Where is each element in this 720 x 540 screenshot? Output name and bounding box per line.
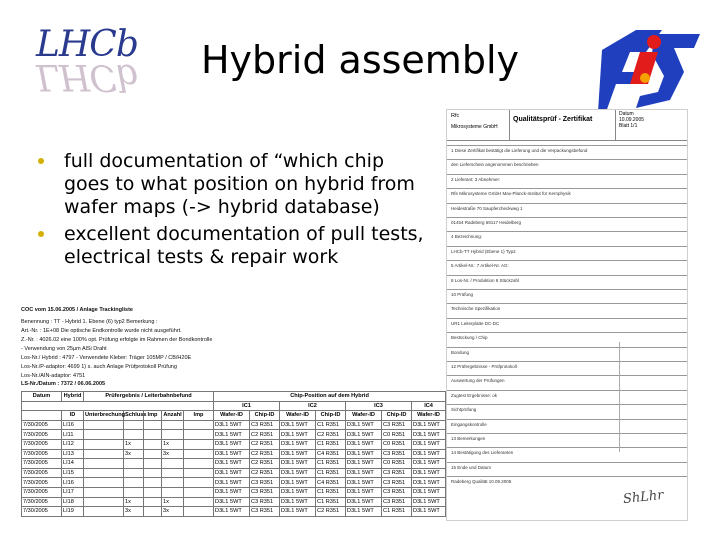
certificate-line: Radeberg Qualität 10.09.2005: [451, 479, 512, 485]
certificate-rule: [447, 447, 687, 448]
table-header-cell: IC1: [214, 401, 280, 411]
table-row: [22, 430, 446, 440]
table-cell: C2 R351: [250, 449, 280, 459]
table-cell: D3L1 5WT: [214, 439, 250, 449]
table-column-header: Chip-ID: [316, 411, 346, 421]
table-cell: D3L1 5WT: [280, 430, 316, 440]
table-cell: [144, 507, 162, 517]
tracking-table: [21, 391, 446, 517]
certificate-rule: [447, 217, 687, 218]
certificate-rule: [447, 375, 687, 376]
certificate-line: Heidestraße 70 Saupfercheckweg 1: [451, 205, 523, 211]
table-cell: D3L1 5WT: [214, 420, 250, 430]
table-cell: D3L1 5WT: [412, 439, 446, 449]
table-cell: [162, 468, 184, 478]
table-row: [22, 478, 446, 488]
certificate-rule: [447, 289, 687, 290]
table-cell: [184, 478, 214, 488]
table-cell: C3 R351: [250, 487, 280, 497]
table-cell: D3L1 5WT: [412, 497, 446, 507]
certificate-rule: [447, 246, 687, 247]
table-cell: [124, 478, 144, 488]
table-cell: [162, 487, 184, 497]
table-cell: [124, 459, 144, 469]
table-column-header: Chip-ID: [250, 411, 280, 421]
table-cell: C3 R351: [250, 507, 280, 517]
table-column-header: Chip-ID: [382, 411, 412, 421]
table-cell: D3L1 5WT: [214, 459, 250, 469]
table-cell: [184, 497, 214, 507]
table-cell: [84, 468, 124, 478]
certificate-rule: [447, 145, 687, 146]
table-cell: D3L1 5WT: [412, 468, 446, 478]
table-cell: D3L1 5WT: [214, 430, 250, 440]
table-cell: C3 R351: [382, 420, 412, 430]
table-cell: [184, 507, 214, 517]
table-cell: D3L1 5WT: [214, 468, 250, 478]
table-cell: D3L1 5WT: [346, 497, 382, 507]
table-cell: C4 R351: [316, 449, 346, 459]
cert-company-sub: Mikrosysteme GmbH: [451, 124, 498, 130]
certificate-line: 15 Ende und Datum: [451, 464, 492, 470]
table-cell: D3L1 5WT: [412, 487, 446, 497]
table-cell: C3 R351: [382, 487, 412, 497]
certificate-rule: [447, 303, 687, 304]
certificate-rule: [447, 462, 687, 463]
certificate-rule: [447, 318, 687, 319]
table-cell: C1 R351: [382, 507, 412, 517]
table-cell: C3 R351: [382, 449, 412, 459]
certificate-rule: [447, 260, 687, 261]
table-row: [22, 439, 446, 449]
table-cell: 1x: [162, 497, 184, 507]
table-cell: C2 R351: [250, 439, 280, 449]
table-cell: [162, 430, 184, 440]
table-cell: 1x: [124, 439, 144, 449]
table-cell: 7/30/2005: [22, 439, 62, 449]
table-cell: LI14: [62, 459, 84, 469]
table-cell: C3 R351: [382, 468, 412, 478]
table-cell: 7/30/2005: [22, 478, 62, 488]
table-cell: D3L1 5WT: [280, 507, 316, 517]
table-row: [22, 449, 446, 459]
table-cell: 7/30/2005: [22, 459, 62, 469]
table-cell: [144, 459, 162, 469]
certificate-line: 4 Bezeichnung:: [451, 234, 483, 240]
table-cell: 7/30/2005: [22, 430, 62, 440]
table-cell: LI13: [62, 449, 84, 459]
table-cell: [144, 468, 162, 478]
table-cell: C1 R351: [316, 487, 346, 497]
table-cell: [184, 459, 214, 469]
certificate-rule: [447, 347, 687, 348]
table-cell: D3L1 5WT: [346, 487, 382, 497]
table-column-header: Wafer-ID: [280, 411, 316, 421]
table-cell: [84, 439, 124, 449]
table-cell: C1 R351: [316, 459, 346, 469]
sheet-meta-line: Z.-Nr. : 4026.02 eine 100% opt. Prüfung erfolgte im Rahmen der Bondkontrolle: [21, 337, 213, 343]
table-cell: 7/30/2005: [22, 507, 62, 517]
table-header-cell: Hybrid: [62, 392, 84, 402]
table-cell: C1 R351: [316, 420, 346, 430]
certificate-line: Sichtprüfung: [451, 407, 477, 413]
table-cell: [84, 478, 124, 488]
certificate-line: 10 Prüfung: [451, 292, 474, 297]
certificate-rule: [447, 433, 687, 434]
table-cell: LI18: [62, 497, 84, 507]
certificate-line: LHCb-TT Hybrid (Ebene 1) Typ2: [451, 248, 516, 254]
cert-company: Rfc: [451, 113, 460, 119]
certificate-rule: [447, 231, 687, 232]
bullet-point: [38, 223, 424, 269]
table-cell: D3L1 5WT: [214, 497, 250, 507]
table-cell: C2 R351: [316, 430, 346, 440]
table-cell: C1 R351: [316, 497, 346, 507]
table-group-header-row: [22, 392, 446, 402]
table-cell: D3L1 5WT: [412, 430, 446, 440]
bullet-line: goes to what position on hybrid from: [64, 173, 415, 195]
table-cell: LI16: [62, 420, 84, 430]
table-cell: 7/30/2005: [22, 449, 62, 459]
table-cell: D3L1 5WT: [346, 430, 382, 440]
table-column-header: Unterbrechung: [85, 412, 126, 419]
certificate-line: 5 Artikel-Nr.: 7 Artikel-Nr. AG:: [451, 263, 509, 269]
table-cell: [184, 468, 214, 478]
sheet-meta-line: Art.-Nr. : 1E+08 Die optische Endkontrolle wurde nicht ausgeführt.: [21, 328, 182, 334]
certificate-line: 1 Diese Zertifikat bestätigt die Lieferung und die Verpackungsbefund: [451, 148, 588, 153]
certificate-rule: [447, 203, 687, 204]
table-cell: D3L1 5WT: [214, 478, 250, 488]
certificate-rule: [447, 476, 687, 477]
table-cell: [84, 430, 124, 440]
table-column-header: Wafer-ID: [214, 411, 250, 421]
tracking-list-sheet: [21, 307, 445, 530]
table-column-header: Wafer-ID: [412, 411, 446, 421]
table-cell: D3L1 5WT: [412, 420, 446, 430]
table-column-header: Anzahl: [163, 412, 182, 419]
lhcb-logo-reflection: LHCb: [36, 56, 138, 97]
table-cell: [84, 497, 124, 507]
table-cell: LI12: [62, 439, 84, 449]
table-cell: LI16: [62, 478, 84, 488]
quality-certificate-document: [447, 110, 687, 520]
sheet-meta-line: Los-Nr./AIN-adaptor: 4751: [21, 373, 86, 379]
table-cell: [144, 449, 162, 459]
table-cell: 7/30/2005: [22, 487, 62, 497]
sheet-meta-line: Los-Nr./ Hybrid : 4797 - Verwendete Kleber: Träger 105MP / CB/H20E: [21, 355, 192, 361]
table-cell: D3L1 5WT: [412, 478, 446, 488]
table-cell: [144, 478, 162, 488]
table-cell: [144, 430, 162, 440]
bullet-dot-icon: [38, 158, 44, 164]
table-cell: C1 R351: [316, 439, 346, 449]
table-column-header: [22, 411, 62, 421]
table-cell: C0 R351: [382, 439, 412, 449]
certificate-header: [447, 110, 687, 141]
table-cell: [124, 430, 144, 440]
table-cell: [184, 439, 214, 449]
certificate-line: 14 Bestätigung des Lieferanten: [451, 450, 514, 456]
table-column-header: Imp: [184, 411, 214, 421]
bullet-line: electrical tests & repair work: [64, 246, 339, 268]
table-header-cell: Datum: [22, 392, 62, 402]
table-header-cell: Chip-Position auf dem Hybrid: [214, 392, 446, 402]
certificate-line: den Lieferschein angenommen beschrieben: [451, 162, 539, 168]
table-row: [22, 507, 446, 517]
table-column-header: Imp: [144, 411, 162, 421]
certificate-line: UR1 Leiterplatte DC-DC: [451, 320, 500, 326]
table-cell: 3x: [162, 449, 184, 459]
table-column-header: Schluss: [125, 412, 147, 419]
table-cell: D3L1 5WT: [346, 468, 382, 478]
certificate-rule: [447, 361, 687, 362]
table-cell: [184, 430, 214, 440]
certificate-rule: [447, 390, 687, 391]
table-cell: [144, 497, 162, 507]
table-cell: D3L1 5WT: [412, 507, 446, 517]
certificate-line: Eingangskontrolle: [451, 421, 487, 427]
table-cell: 3x: [124, 507, 144, 517]
table-cell: C3 R351: [250, 420, 280, 430]
table-cell: D3L1 5WT: [280, 459, 316, 469]
table-cell: C2 R351: [250, 468, 280, 478]
table-cell: [144, 487, 162, 497]
table-cell: 1x: [162, 439, 184, 449]
table-cell: D3L1 5WT: [280, 487, 316, 497]
table-cell: C3 R351: [382, 478, 412, 488]
table-cell: 7/30/2005: [22, 497, 62, 507]
sheet-meta-line: LS-Nr./Datum : 7372 / 06.06.2005: [21, 381, 106, 387]
table-cell: LI11: [62, 430, 84, 440]
signature: ShLhr: [622, 487, 665, 508]
table-cell: D3L1 5WT: [346, 459, 382, 469]
table-cell: D3L1 5WT: [280, 468, 316, 478]
table-row: [22, 468, 446, 478]
sheet-meta-line: Benennung : TT - Hybrid 1. Ebene (6) typ2 Bemerkung :: [21, 319, 158, 325]
table-cell: [124, 487, 144, 497]
table-cell: D3L1 5WT: [214, 487, 250, 497]
table-cell: [144, 439, 162, 449]
table-cell: [144, 420, 162, 430]
bullet-line: wafer maps (-> hybrid database): [64, 196, 380, 218]
table-cell: [84, 507, 124, 517]
table-header-cell: IC2: [280, 401, 346, 411]
table-cell: [184, 449, 214, 459]
table-cell: C1 R351: [316, 468, 346, 478]
table-cell: [162, 478, 184, 488]
certificate-rule: [447, 188, 687, 189]
certificate-line: Zugtest Ergebnisse: ok: [451, 392, 498, 398]
certificate-line: 13 Bemerkungen: [451, 436, 486, 441]
table-column-header: ID: [62, 411, 84, 421]
table-cell: C2 R351: [250, 459, 280, 469]
bullet-point: [38, 150, 415, 219]
certificate-rule: [447, 174, 687, 175]
certificate-line: 12 Prüfergebnisse - Prüfprotokoll: [451, 364, 517, 369]
table-cell: D3L1 5WT: [346, 507, 382, 517]
certificate-line: Bestückung / Chip: [451, 335, 488, 341]
table-cell: C3 R351: [250, 497, 280, 507]
table-cell: D3L1 5WT: [346, 449, 382, 459]
lhcb-logo-text: LHCb: [36, 24, 138, 65]
table-cell: [162, 420, 184, 430]
table-cell: 1x: [124, 497, 144, 507]
table-cell: 3x: [124, 449, 144, 459]
table-cell: D3L1 5WT: [280, 449, 316, 459]
table-cell: D3L1 5WT: [280, 439, 316, 449]
table-cell: D3L1 5WT: [280, 478, 316, 488]
certificate-rule: [447, 419, 687, 420]
certificate-rule: [447, 404, 687, 405]
bullet-dot-icon: [38, 231, 44, 237]
sheet-meta-line: Los-Nr./P-adaptor: 4699 1) s. auch Anlage Prüfprotokoll Prüfung: [21, 364, 177, 370]
table-cell: D3L1 5WT: [280, 420, 316, 430]
table-cell: [84, 487, 124, 497]
table-cell: C3 R351: [382, 497, 412, 507]
table-cell: C2 R351: [250, 430, 280, 440]
table-cell: D3L1 5WT: [346, 439, 382, 449]
sheet-meta-line: COC vom 15.06.2005 / Anlage Trackingliste: [21, 307, 133, 313]
bullet-line: full documentation of “which chip: [64, 150, 385, 172]
table-cell: 7/30/2005: [22, 420, 62, 430]
table-cell: C3 R351: [250, 478, 280, 488]
table-cell: LI17: [62, 487, 84, 497]
cert-heading: Qualitätsprüf - Zertifikat: [513, 116, 593, 123]
table-cell: [184, 487, 214, 497]
table-row: [22, 497, 446, 507]
cert-date-block: Datum 10.09.2005 Blatt 1/1: [619, 111, 645, 129]
table-cell: D3L1 5WT: [412, 459, 446, 469]
table-cell: D3L1 5WT: [346, 478, 382, 488]
certificate-line: Auswertung der Prüfungen: [451, 378, 505, 384]
table-row: [22, 459, 446, 469]
table-cell: D3L1 5WT: [280, 497, 316, 507]
table-header-cell: IC3: [346, 401, 412, 411]
table-header-cell: Prüfergebnis / Leiterbahnbefund: [84, 392, 214, 402]
table-cell: C0 R351: [382, 430, 412, 440]
sheet-meta-line: - Verwendung von 25µm AlSi Draht: [21, 346, 107, 352]
certificate-column-rule: [619, 342, 620, 452]
table-cell: D3L1 5WT: [214, 449, 250, 459]
table-group-ic-row: [22, 401, 446, 411]
table-row: [22, 420, 446, 430]
certificate-rule: [447, 275, 687, 276]
table-cell: [124, 468, 144, 478]
bullet-line: excellent documentation of pull tests,: [64, 223, 424, 245]
certificate-line: 8 Los-Nr. / Produktion 9 Stückzahl: [451, 277, 520, 283]
certificate-line: Bondung: [451, 349, 470, 355]
table-row: [22, 487, 446, 497]
table-cell: LI19: [62, 507, 84, 517]
table-cell: [84, 449, 124, 459]
table-header-row: [22, 411, 446, 421]
table-cell: 7/30/2005: [22, 468, 62, 478]
certificate-line: 01454 Radeberg 69117 Heidelberg: [451, 220, 521, 225]
table-cell: [84, 459, 124, 469]
certificate-line: Technische Spezifikation: [451, 306, 501, 312]
institute-logo-icon: [596, 22, 708, 118]
table-cell: 3x: [162, 507, 184, 517]
table-cell: C0 R351: [382, 459, 412, 469]
table-cell: C2 R351: [316, 507, 346, 517]
certificate-line: 2 Lieferant: 3 Abnehmer:: [451, 176, 501, 182]
table-cell: [84, 420, 124, 430]
table-header-cell: IC4: [412, 401, 446, 411]
table-cell: [124, 420, 144, 430]
table-cell: D3L1 5WT: [346, 420, 382, 430]
slide-title: Hybrid assembly: [200, 38, 519, 82]
table-cell: D3L1 5WT: [214, 507, 250, 517]
table-cell: [184, 420, 214, 430]
table-column-header: Wafer-ID: [346, 411, 382, 421]
table-cell: LI15: [62, 468, 84, 478]
certificate-rule: [447, 159, 687, 160]
certificate-rule: [447, 332, 687, 333]
table-cell: C4 R351: [316, 478, 346, 488]
table-cell: D3L1 5WT: [412, 449, 446, 459]
certificate-line: Rfe Mikrosysteme GmbH Max-Planck-Institut für Kernphysik: [451, 191, 571, 197]
table-cell: [162, 459, 184, 469]
